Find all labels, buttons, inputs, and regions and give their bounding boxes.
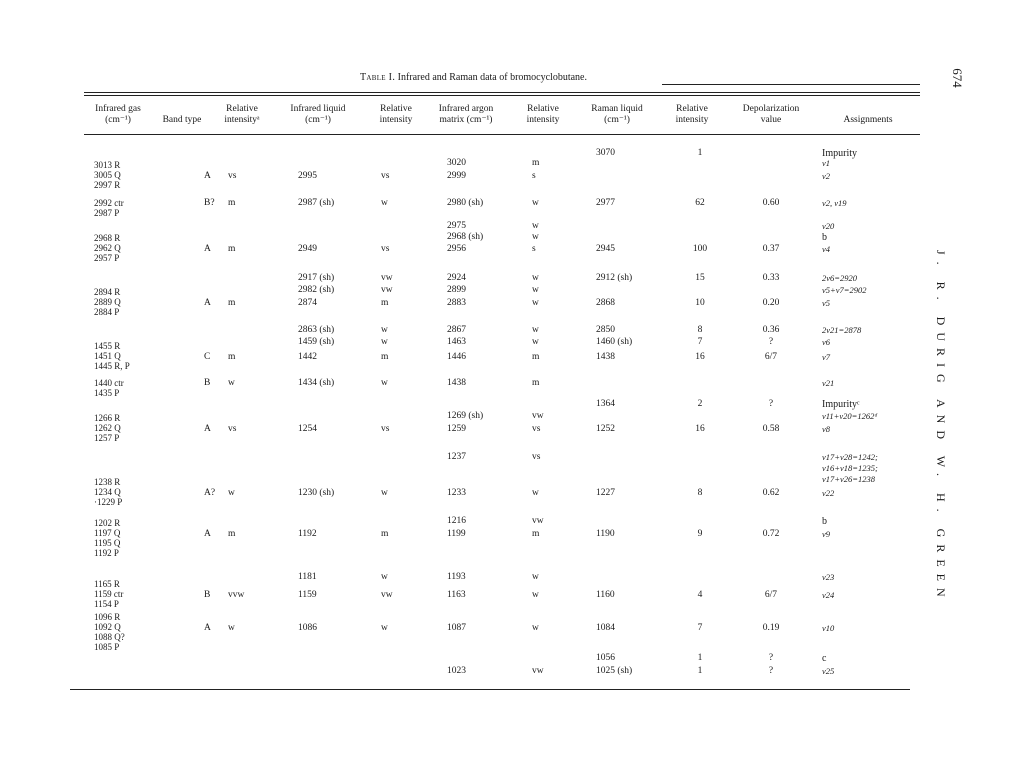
cell-relint2: w bbox=[381, 337, 388, 347]
cell-relint4: 16 bbox=[695, 352, 705, 362]
cell-gas: 1262 Q bbox=[94, 423, 121, 433]
cell-irar: 3020 bbox=[447, 158, 466, 168]
cell-band: A bbox=[204, 424, 211, 434]
cell-raman: 1252 bbox=[596, 424, 615, 434]
header-assign-line-1: Assignments bbox=[843, 115, 893, 125]
cell-irar: 2867 bbox=[447, 325, 466, 335]
cell-assign: ν2, ν19 bbox=[822, 198, 847, 208]
header-irliq-line-0: Infrared liquid bbox=[290, 104, 346, 114]
cell-gas: 1202 R bbox=[94, 518, 121, 528]
cell-relint4: 62 bbox=[695, 198, 705, 208]
cell-relint3: w bbox=[532, 623, 539, 633]
cell-irar: 2975 bbox=[447, 221, 466, 231]
cell-depol: 0.60 bbox=[762, 198, 780, 208]
cell-irliq: 1442 bbox=[298, 352, 317, 362]
cell-relint3: w bbox=[532, 488, 539, 498]
cell-relint3: w bbox=[532, 337, 539, 347]
cell-relint3: w bbox=[532, 572, 539, 582]
cell-gas: 1238 R bbox=[94, 477, 121, 487]
cell-relint3: m bbox=[532, 378, 540, 388]
cell-raman: 1364 bbox=[596, 399, 615, 409]
cell-band: A bbox=[204, 244, 211, 254]
header-irliq-line-1: (cm⁻¹) bbox=[305, 115, 331, 125]
cell-raman: 3070 bbox=[596, 148, 615, 158]
cell-relint4: 9 bbox=[697, 529, 703, 539]
cell-relint3: m bbox=[532, 352, 540, 362]
header-rule bbox=[84, 134, 920, 135]
cell-assign: c bbox=[822, 653, 827, 664]
cell-irar: 2980 (sh) bbox=[447, 198, 484, 208]
cell-irliq: 2995 bbox=[298, 171, 317, 181]
cell-raman: 1056 bbox=[596, 653, 615, 663]
cell-raman: 1160 bbox=[596, 590, 615, 600]
cell-relint1: vvw bbox=[228, 590, 245, 600]
cell-depol: ? bbox=[768, 399, 774, 409]
cell-relint4: 4 bbox=[697, 590, 703, 600]
cell-irliq: 2917 (sh) bbox=[298, 273, 335, 283]
cell-relint2: vs bbox=[381, 424, 390, 434]
cell-assign: ν7 bbox=[822, 352, 831, 362]
cell-relint2: w bbox=[381, 325, 388, 335]
cell-relint2: vw bbox=[381, 285, 393, 295]
cell-depol: 0.62 bbox=[762, 488, 780, 498]
cell-assign: ν17+ν28=1242; bbox=[822, 452, 878, 462]
cell-relint3: s bbox=[532, 171, 536, 181]
cell-band: B bbox=[204, 590, 211, 600]
header-irar-line-1: matrix (cm⁻¹) bbox=[439, 115, 493, 125]
cell-relint1: vs bbox=[228, 171, 237, 181]
cell-assign: ν21 bbox=[822, 378, 835, 388]
cell-gas: 2957 P bbox=[94, 253, 120, 263]
cell-raman: 1438 bbox=[596, 352, 615, 362]
cell-assign: ν10 bbox=[822, 623, 835, 633]
cell-depol: ? bbox=[768, 666, 774, 676]
cell-relint4: 8 bbox=[697, 488, 703, 498]
cell-relint3: w bbox=[532, 590, 539, 600]
cell-gas: 1451 Q bbox=[94, 351, 121, 361]
cell-raman: 2977 bbox=[596, 198, 615, 208]
header-relint1-line-0: Relative bbox=[226, 104, 258, 114]
cell-relint3: vw bbox=[532, 516, 544, 526]
cell-gas: 3005 Q bbox=[94, 170, 121, 180]
header-relint2-line-1: intensity bbox=[379, 115, 413, 125]
cell-assign: ν17+ν26=1238 bbox=[822, 474, 876, 484]
cell-depol: ? bbox=[768, 653, 774, 663]
cell-irar: 2999 bbox=[447, 171, 466, 181]
table-caption bbox=[360, 72, 587, 83]
cell-depol: 0.36 bbox=[762, 325, 780, 335]
cell-assign: 2ν21=2878 bbox=[822, 325, 862, 335]
cell-irar: 1087 bbox=[447, 623, 466, 633]
cell-depol: 0.20 bbox=[762, 298, 780, 308]
cell-assign: ν2 bbox=[822, 171, 831, 181]
cell-assign: ν25 bbox=[822, 666, 835, 676]
cell-assign: b bbox=[822, 516, 827, 527]
bottom-rule bbox=[70, 689, 910, 690]
cell-band: A bbox=[204, 623, 211, 633]
cell-raman: 1084 bbox=[596, 623, 615, 633]
cell-relint3: vs bbox=[532, 452, 541, 462]
cell-assign: ν4 bbox=[822, 244, 831, 254]
cell-gas: 3013 R bbox=[94, 160, 121, 170]
cell-raman: 1025 (sh) bbox=[596, 666, 633, 676]
cell-relint3: s bbox=[532, 244, 536, 254]
header-relint3-line-0: Relative bbox=[527, 104, 559, 114]
header-band-line-1: Band type bbox=[162, 115, 202, 125]
cell-band: B? bbox=[204, 198, 215, 208]
cell-irliq: 2949 bbox=[298, 244, 317, 254]
cell-irar: 1163 bbox=[447, 590, 466, 600]
cell-relint1: m bbox=[228, 352, 236, 362]
cell-depol: 6/7 bbox=[764, 590, 778, 600]
cell-irar: 1446 bbox=[447, 352, 466, 362]
cell-relint4: 7 bbox=[697, 337, 703, 347]
cell-relint4: 1 bbox=[697, 666, 703, 676]
cell-relint3: w bbox=[532, 325, 539, 335]
header-irgas-line-0: Infrared gas bbox=[95, 104, 141, 114]
cell-relint3: w bbox=[532, 273, 539, 283]
cell-assign: ν9 bbox=[822, 529, 831, 539]
cell-irar: 1193 bbox=[447, 572, 466, 582]
page-number: 674 bbox=[949, 68, 965, 88]
cell-irliq: 1230 (sh) bbox=[298, 488, 335, 498]
cell-gas: 1197 Q bbox=[94, 528, 121, 538]
cell-assign: ν1 bbox=[822, 158, 831, 168]
cell-band: A? bbox=[204, 488, 216, 498]
cell-assign: ν24 bbox=[822, 590, 835, 600]
cell-gas: 1234 Q bbox=[94, 487, 121, 497]
cell-raman: 2868 bbox=[596, 298, 615, 308]
cell-depol: 0.72 bbox=[762, 529, 780, 539]
cell-relint3: vw bbox=[532, 666, 544, 676]
header-relint4-line-1: intensity bbox=[675, 115, 709, 125]
cell-assign: b bbox=[822, 232, 827, 243]
cell-assign: ν6 bbox=[822, 337, 831, 347]
header-raman-line-1: (cm⁻¹) bbox=[604, 115, 630, 125]
cell-relint2: w bbox=[381, 572, 388, 582]
header-irgas-line-1: (cm⁻¹) bbox=[105, 115, 131, 125]
cell-irliq: 1434 (sh) bbox=[298, 378, 335, 388]
cell-relint3: m bbox=[532, 158, 540, 168]
header-depol-line-0: Depolarization bbox=[742, 104, 800, 114]
cell-relint2: m bbox=[381, 352, 389, 362]
cell-raman: 1460 (sh) bbox=[596, 337, 633, 347]
cell-raman: 2912 (sh) bbox=[596, 273, 633, 283]
cell-relint4: 1 bbox=[697, 653, 703, 663]
cell-gas: 1165 R bbox=[94, 579, 120, 589]
header-relint1-line-1: intensityᵃ bbox=[224, 115, 260, 125]
table-title: Infrared and Raman data of bromocyclobutane. bbox=[397, 72, 587, 83]
cell-relint4: 1 bbox=[697, 148, 703, 158]
cell-relint1: w bbox=[228, 378, 235, 388]
cell-raman: 1227 bbox=[596, 488, 615, 498]
cell-irliq: 1254 bbox=[298, 424, 317, 434]
cell-gas: 2884 P bbox=[94, 307, 120, 317]
cell-relint1: w bbox=[228, 623, 235, 633]
cell-irar: 2924 bbox=[447, 273, 466, 283]
cell-gas: 1154 P bbox=[94, 599, 119, 609]
cell-irar: 1216 bbox=[447, 516, 466, 526]
cell-relint4: 8 bbox=[697, 325, 703, 335]
cell-irar: 1438 bbox=[447, 378, 466, 388]
cell-relint3: w bbox=[532, 298, 539, 308]
cell-irliq: 1086 bbox=[298, 623, 317, 633]
cell-relint3: vs bbox=[532, 424, 541, 434]
cell-gas: 1088 Q? bbox=[94, 632, 125, 642]
cell-relint4: 100 bbox=[692, 244, 708, 254]
header-relint2-line-0: Relative bbox=[380, 104, 412, 114]
header-relint4-line-0: Relative bbox=[676, 104, 708, 114]
cell-raman: 2850 bbox=[596, 325, 615, 335]
cell-gas: 2894 R bbox=[94, 287, 121, 297]
cell-depol: 0.33 bbox=[762, 273, 780, 283]
header-depol-line-1: value bbox=[760, 115, 782, 125]
cell-depol: 6/7 bbox=[764, 352, 778, 362]
cell-assign: ν22 bbox=[822, 488, 835, 498]
cell-gas: 2997 R bbox=[94, 180, 121, 190]
cell-irar: 1237 bbox=[447, 452, 466, 462]
cell-irliq: 1192 bbox=[298, 529, 317, 539]
cell-irar: 1269 (sh) bbox=[447, 411, 484, 421]
cell-gas: 2962 Q bbox=[94, 243, 121, 253]
cell-relint2: w bbox=[381, 623, 388, 633]
cell-irliq: 1181 bbox=[298, 572, 317, 582]
cell-assign: ν5+ν7=2902 bbox=[822, 285, 867, 295]
cell-band: A bbox=[204, 171, 211, 181]
cell-irar: 1023 bbox=[447, 666, 466, 676]
cell-gas: 1435 P bbox=[94, 388, 120, 398]
cell-relint4: 15 bbox=[695, 273, 705, 283]
cell-irar: 2956 bbox=[447, 244, 466, 254]
cell-relint2: vs bbox=[381, 244, 390, 254]
cell-depol: 0.19 bbox=[762, 623, 780, 633]
cell-relint2: vw bbox=[381, 590, 393, 600]
cell-relint1: w bbox=[228, 488, 235, 498]
cell-relint2: m bbox=[381, 529, 389, 539]
cell-relint3: vw bbox=[532, 411, 544, 421]
cell-relint1: m bbox=[228, 244, 236, 254]
cell-irar: 1259 bbox=[447, 424, 466, 434]
cell-relint3: m bbox=[532, 529, 540, 539]
cell-relint3: w bbox=[532, 232, 539, 242]
cell-relint4: 7 bbox=[697, 623, 703, 633]
cell-relint3: w bbox=[532, 198, 539, 208]
cell-band: A bbox=[204, 298, 211, 308]
cell-gas: 1266 R bbox=[94, 413, 121, 423]
cell-depol: 0.58 bbox=[762, 424, 780, 434]
cell-relint2: m bbox=[381, 298, 389, 308]
cell-gas: 1192 P bbox=[94, 548, 119, 558]
cell-relint4: 10 bbox=[695, 298, 705, 308]
table-label: Table I. bbox=[360, 72, 396, 83]
cell-irar: 1463 bbox=[447, 337, 466, 347]
cell-irar: 2899 bbox=[447, 285, 466, 295]
cell-assign: ν16+ν18=1235; bbox=[822, 463, 878, 473]
cell-relint1: m bbox=[228, 198, 236, 208]
cell-gas: 2992 ctr bbox=[94, 198, 124, 208]
caption-rule bbox=[662, 84, 920, 85]
cell-assign: Impurityᶜ bbox=[822, 399, 860, 410]
cell-assign: 2ν6=2920 bbox=[822, 273, 858, 283]
cell-irar: 1233 bbox=[447, 488, 466, 498]
cell-gas: 1195 Q bbox=[94, 538, 121, 548]
cell-irliq: 1459 (sh) bbox=[298, 337, 335, 347]
cell-relint1: m bbox=[228, 298, 236, 308]
cell-irliq: 2874 bbox=[298, 298, 317, 308]
cell-gas: 2968 R bbox=[94, 233, 121, 243]
cell-assign: Impurity bbox=[822, 148, 857, 159]
cell-gas: 1096 R bbox=[94, 612, 121, 622]
cell-irliq: 1159 bbox=[298, 590, 317, 600]
running-head-text: J. R. DURIG AND W. H. GREEN bbox=[934, 250, 948, 604]
cell-relint3: w bbox=[532, 285, 539, 295]
cell-band: A bbox=[204, 529, 211, 539]
cell-relint2: w bbox=[381, 378, 388, 388]
cell-gas: 1085 P bbox=[94, 642, 120, 652]
cell-irar: 1199 bbox=[447, 529, 466, 539]
cell-gas: 1445 R, P bbox=[94, 361, 130, 371]
header-irar-line-0: Infrared argon bbox=[438, 104, 494, 114]
cell-irliq: 2987 (sh) bbox=[298, 198, 335, 208]
cell-raman: 2945 bbox=[596, 244, 615, 254]
cell-assign: ν11+ν20=1262ᵈ bbox=[822, 411, 878, 421]
cell-raman: 1190 bbox=[596, 529, 615, 539]
cell-gas: 1440 ctr bbox=[94, 378, 124, 388]
cell-gas: ·1229 P bbox=[94, 497, 123, 507]
header-raman-line-0: Raman liquid bbox=[591, 104, 643, 114]
running-head bbox=[922, 250, 958, 604]
cell-assign: ν23 bbox=[822, 572, 835, 582]
cell-relint2: vs bbox=[381, 171, 390, 181]
cell-relint4: 16 bbox=[695, 424, 705, 434]
cell-relint2: vw bbox=[381, 273, 393, 283]
cell-irar: 2883 bbox=[447, 298, 466, 308]
cell-gas: 2889 Q bbox=[94, 297, 121, 307]
cell-irliq: 2982 (sh) bbox=[298, 285, 335, 295]
cell-depol: ? bbox=[768, 337, 774, 347]
cell-irar: 2968 (sh) bbox=[447, 232, 484, 242]
cell-gas: 2987 P bbox=[94, 208, 120, 218]
header-relint3-line-1: intensity bbox=[526, 115, 560, 125]
cell-gas: 1159 ctr bbox=[94, 589, 124, 599]
cell-gas: 1092 Q bbox=[94, 622, 121, 632]
cell-relint2: w bbox=[381, 488, 388, 498]
cell-relint1: m bbox=[228, 529, 236, 539]
cell-assign: ν8 bbox=[822, 424, 831, 434]
cell-assign: ν20 bbox=[822, 221, 835, 231]
cell-relint1: vs bbox=[228, 424, 237, 434]
top-rule bbox=[84, 92, 920, 93]
cell-gas: 1257 P bbox=[94, 433, 120, 443]
cell-depol: 0.37 bbox=[762, 244, 780, 254]
cell-band: B bbox=[204, 378, 211, 388]
cell-assign: ν5 bbox=[822, 298, 831, 308]
top-rule-2 bbox=[84, 95, 920, 96]
cell-relint2: w bbox=[381, 198, 388, 208]
cell-gas: 1455 R bbox=[94, 341, 121, 351]
cell-relint4: 2 bbox=[697, 399, 703, 409]
cell-band: C bbox=[204, 352, 211, 362]
cell-relint3: w bbox=[532, 221, 539, 231]
cell-irliq: 2863 (sh) bbox=[298, 325, 335, 335]
